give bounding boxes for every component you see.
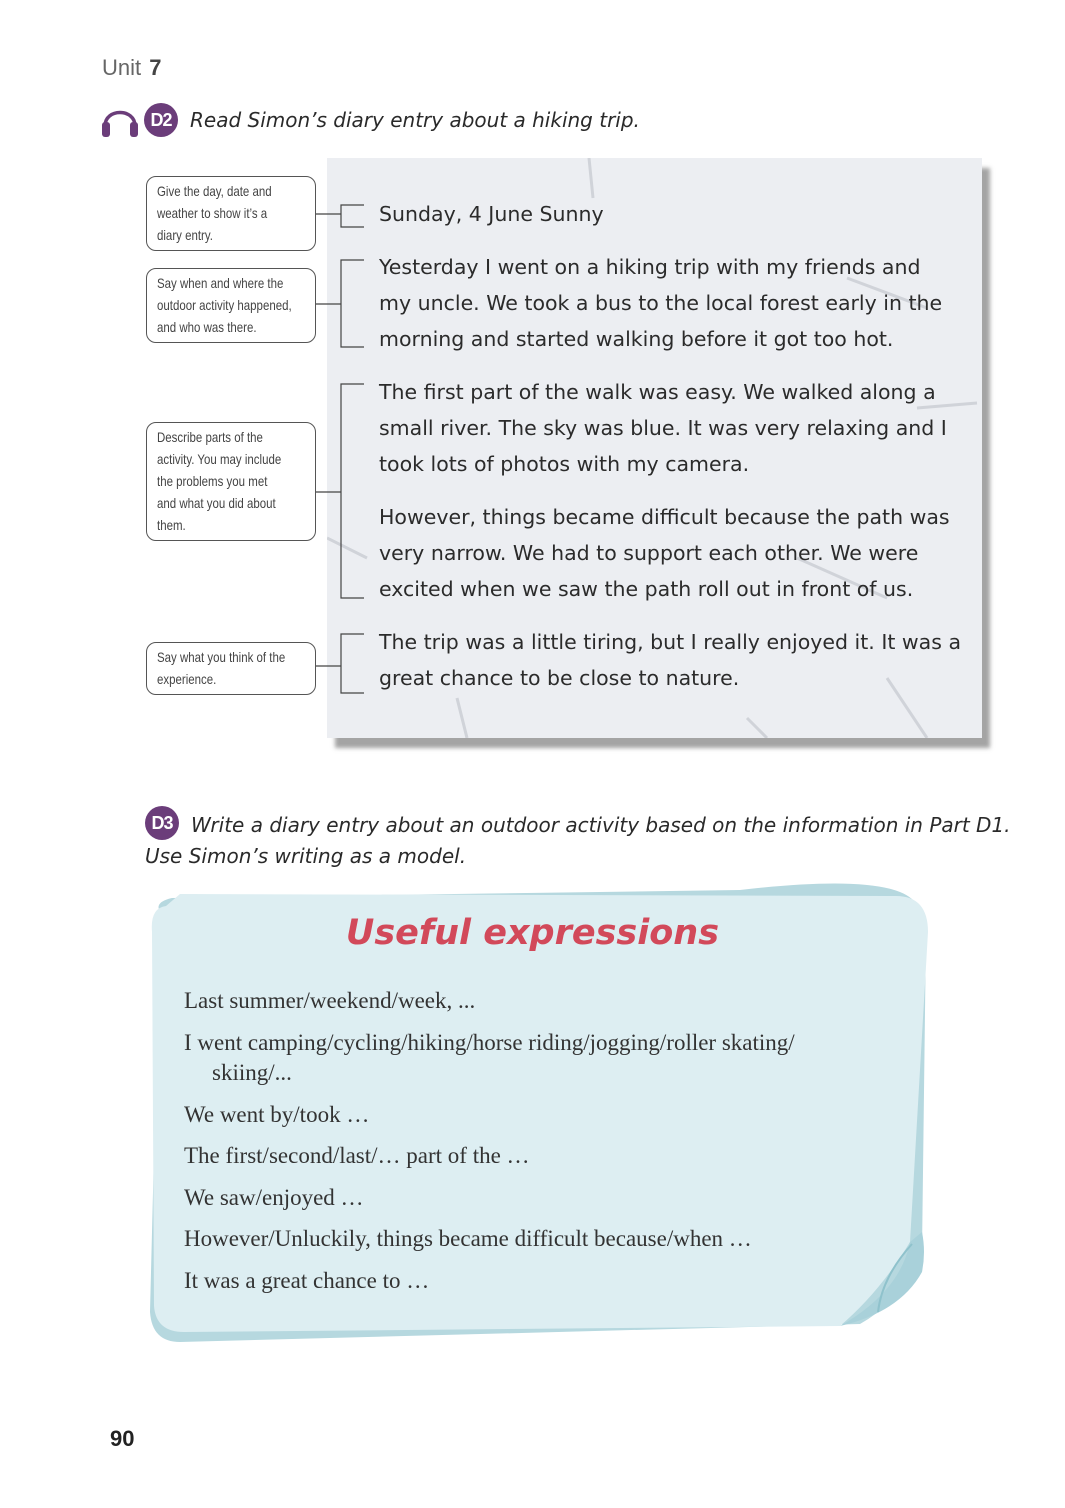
unit-label: Unit <box>102 55 142 80</box>
expression-line: However/Unluckily, things became difficult because/when … <box>184 1226 752 1251</box>
section-badge-d2: D2 <box>144 103 178 137</box>
expression-line: skiing/... <box>212 1060 292 1085</box>
diary-paragraph-2 <box>379 374 947 482</box>
annotation-line: Give the day, date and <box>157 183 272 199</box>
annotation-line: experience. <box>157 671 217 687</box>
diary-line: great chance to be close to nature. <box>379 666 740 690</box>
diary-line: morning and started walking before it got too hot. <box>379 327 894 351</box>
section-badge-d3: D3 <box>145 806 179 840</box>
expression-line: We went by/took … <box>184 1102 370 1127</box>
diary-line: The trip was a little tiring, but I really enjoyed it. It was a <box>379 630 962 654</box>
annotation-line: the problems you met <box>157 473 268 489</box>
diary-paragraph-1 <box>379 249 942 357</box>
expression-line: I went camping/cycling/hiking/horse riding/jogging/roller skating/ <box>184 1030 795 1055</box>
expression-line: Last summer/weekend/week, ... <box>184 988 476 1013</box>
diary-paragraph-3 <box>379 499 950 607</box>
annotation-line: and what you did about <box>157 495 276 511</box>
annotation-line: and who was there. <box>157 319 257 335</box>
expression-item <box>184 1028 795 1088</box>
d3-instruction-line2: Use Simon’s writing as a model. <box>145 844 467 868</box>
diary-date-line <box>379 196 604 232</box>
expression-line: We saw/enjoyed … <box>184 1185 364 1210</box>
useful-expressions-title: Useful expressions <box>345 913 720 953</box>
annotation-line: weather to show it’s a <box>157 205 268 221</box>
page-number: 90 <box>110 1426 135 1451</box>
annotation-line: activity. You may include <box>157 451 282 467</box>
d3-instruction-line1: Write a diary entry about an outdoor activity based on the information in Part D1. <box>191 813 1011 837</box>
expression-item <box>184 1183 364 1213</box>
diary-line: very narrow. We had to support each other. We were <box>379 541 919 565</box>
expression-item <box>184 986 475 1016</box>
d3-instruction <box>145 810 1011 872</box>
annotation-line: Describe parts of the <box>157 429 263 445</box>
expression-line: The first/second/last/… part of the … <box>184 1143 530 1168</box>
annotation-line: diary entry. <box>157 227 213 243</box>
annotation-line: outdoor activity happened, <box>157 297 292 313</box>
diary-line: Yesterday I went on a hiking trip with my friends and <box>379 255 921 279</box>
d2-instruction: Read Simon’s diary entry about a hiking trip. <box>190 108 640 132</box>
annotation-line: Say what you think of the <box>157 649 286 665</box>
diary-line: my uncle. We took a bus to the local forest early in the <box>379 291 943 315</box>
annotation-line: Say when and where the <box>157 275 284 291</box>
annotation-box-opinion <box>146 642 316 695</box>
diary-line: took lots of photos with my camera. <box>379 452 750 476</box>
annotation-line: them. <box>157 517 186 533</box>
expression-line: It was a great chance to … <box>184 1268 430 1293</box>
diary-line: excited when we saw the path roll out in front of us. <box>379 577 914 601</box>
unit-number: 7 <box>149 55 162 80</box>
diary-paragraph-4 <box>379 624 961 696</box>
diary-line: However, things became difficult because the path was <box>379 505 950 529</box>
expression-item <box>184 1100 369 1130</box>
expression-item <box>184 1141 530 1171</box>
annotation-box-date <box>146 176 316 251</box>
expression-item <box>184 1224 752 1254</box>
diary-line: small river. The sky was blue. It was very relaxing and I <box>379 416 947 440</box>
diary-line: Sunday, 4 June Sunny <box>379 202 604 226</box>
annotation-box-when-where <box>146 268 316 343</box>
annotation-box-describe <box>146 422 316 541</box>
diary-line: The first part of the walk was easy. We walked along a <box>379 380 936 404</box>
expression-item <box>184 1266 429 1296</box>
